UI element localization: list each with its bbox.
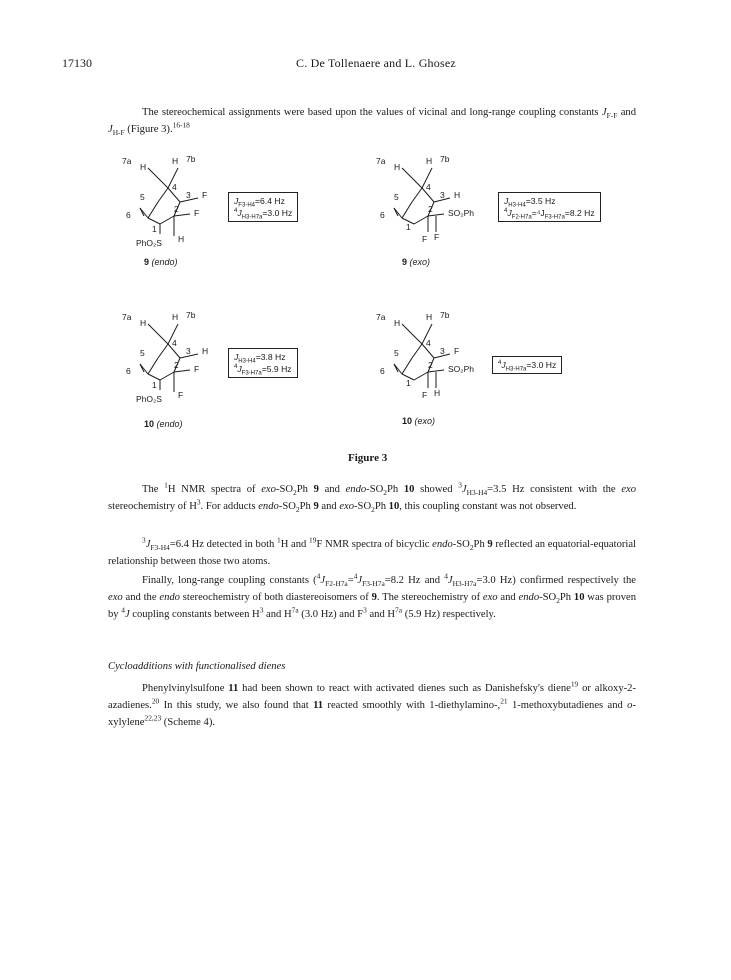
svg-text:SO₂Ph: SO₂Ph (448, 364, 474, 374)
svg-text:F: F (434, 232, 440, 242)
svg-text:2: 2 (428, 360, 433, 370)
running-head: C. De Tollenaere and L. Ghosez (296, 56, 456, 70)
structure-10-endo (118, 306, 228, 416)
svg-text:H: H (172, 156, 179, 166)
svg-text:6: 6 (380, 210, 385, 220)
svg-text:7a: 7a (122, 156, 132, 166)
svg-text:7a: 7a (376, 156, 386, 166)
svg-text:1: 1 (152, 380, 157, 390)
svg-text:1: 1 (152, 224, 157, 234)
svg-text:H: H (140, 162, 147, 172)
caption-10-exo: 10 (exo) (402, 416, 436, 426)
structure-10-exo (372, 306, 492, 416)
svg-text:7b: 7b (186, 310, 196, 320)
svg-text:H: H (178, 234, 185, 244)
page-number: 17130 (62, 56, 92, 70)
svg-text:H: H (454, 190, 461, 200)
paragraph-2: $^3J_{F3-H4}=6.4$ Hz detected in both $^1$H and $^{19}$F NMR spectra of bicyclic endo-$SO_2Ph$ 9 reflected an equatorial-equatorial relationship between those two atoms. (108, 535, 636, 567)
svg-text:5: 5 (140, 348, 145, 358)
svg-text:F: F (202, 190, 208, 200)
svg-text:F: F (178, 390, 184, 400)
section-heading: Cycloadditions with functionalised dienes (108, 661, 286, 672)
intro-paragraph: The stereochemical assignments were based upon the values of vicinal and long-range coupling constants $J_{F-F}$ and $J_{H-F}$ (Figure 3).$^{16-18}$ (108, 107, 636, 138)
svg-text:H: H (394, 162, 401, 172)
structure-9-exo (372, 150, 492, 260)
svg-text:1: 1 (406, 378, 411, 388)
svg-text:H: H (434, 388, 441, 398)
svg-text:3: 3 (186, 346, 191, 356)
svg-text:4: 4 (426, 182, 431, 192)
svg-text:H: H (172, 312, 179, 322)
svg-text:3: 3 (186, 190, 191, 200)
svg-text:5: 5 (394, 192, 399, 202)
caption-10-endo: 10 (endo) (144, 419, 183, 429)
svg-text:PhO₂S: PhO₂S (136, 394, 162, 404)
svg-text:1: 1 (406, 222, 411, 232)
caption-9-exo: 9 (exo) (402, 257, 431, 267)
svg-text:4: 4 (172, 182, 177, 192)
svg-text:F: F (422, 234, 428, 244)
svg-text:H: H (140, 318, 147, 328)
coupling-box-10-endo: $J_{H3-H4}=3.8$ Hz $^4J_{F3-H7a}=5.9$ Hz (228, 348, 298, 378)
svg-text:6: 6 (126, 366, 131, 376)
svg-text:PhO₂S: PhO₂S (136, 238, 162, 248)
paragraph-1: The $^1$H NMR spectra of exo-$SO_2Ph$ 9 and endo-$SO_2Ph$ 10 showed $^3J_{H3-H4}=3.5$ Hz consistent with the exo stereochemistry of $H^3$. For adducts endo-$SO_2Ph$ 9 and exo-$SO_2Ph$ 10, this coupling constant was not observed. (108, 480, 637, 515)
svg-text:6: 6 (380, 366, 385, 376)
svg-text:7b: 7b (440, 154, 450, 164)
svg-text:7a: 7a (122, 312, 132, 322)
svg-text:4: 4 (172, 338, 177, 348)
paragraph-3: Finally, long-range coupling constants ($^4J_{F2-H7a}=^4J_{F3-H7a}=8.2$ Hz and $^4J_{H3-H7a}=3.0$ Hz) confirmed respectively the exo and the endo stereochemistry of both diastereoisomers of 9. The stereochemistry of exo and endo-$SO_2Ph$ 10 was proven by $^4$J coupling constants between $H^3$ and $H^{7a}$ (3.0 Hz) and $F^3$ and $H^{7a}$ (5.9 Hz) respectively. (108, 571, 637, 620)
svg-text:H: H (426, 156, 433, 166)
svg-text:2: 2 (428, 204, 433, 214)
svg-text:SO₂Ph: SO₂Ph (448, 208, 474, 218)
svg-text:H: H (426, 312, 433, 322)
svg-text:F: F (422, 390, 428, 400)
figure-title: Figure 3 (348, 452, 388, 464)
paragraph-4: Phenylvinylsulfone 11 had been shown to react with activated dienes such as Danishefsky's diene$^{19}$ or alkoxy-2-azadienes.$^{20}$ In this study, we also found that 11 reacted smoothly with 1-diethylamino-,$^{21}$ 1-methoxybutadienes and o-xylylene$^{22,23}$ (Scheme 4). (108, 679, 636, 728)
svg-text:H: H (202, 346, 209, 356)
svg-text:3: 3 (440, 346, 445, 356)
svg-text:4: 4 (426, 338, 431, 348)
svg-text:7b: 7b (186, 154, 196, 164)
svg-text:6: 6 (126, 210, 131, 220)
svg-text:2: 2 (174, 360, 179, 370)
svg-text:H: H (394, 318, 401, 328)
coupling-box-9-endo: $J_{F3-H4}=6.4$ Hz $^4J_{H3-H7a}=3.0$ Hz (228, 192, 298, 222)
svg-text:5: 5 (140, 192, 145, 202)
svg-text:F: F (194, 208, 200, 218)
svg-text:3: 3 (440, 190, 445, 200)
svg-text:5: 5 (394, 348, 399, 358)
structure-9-endo (118, 150, 228, 260)
svg-text:F: F (454, 346, 460, 356)
coupling-box-10-exo: $^4J_{H3-H7a}=3.0$ Hz (492, 356, 562, 374)
caption-9-endo: 9 (endo) (144, 257, 178, 267)
svg-text:7a: 7a (376, 312, 386, 322)
coupling-box-9-exo: $J_{H3-H4}=3.5$ Hz $^4J_{F2-H7a}=^4J_{F3-H7a}=8.2$ Hz (498, 192, 601, 222)
svg-text:7b: 7b (440, 310, 450, 320)
svg-text:F: F (194, 364, 200, 374)
svg-text:2: 2 (174, 204, 179, 214)
